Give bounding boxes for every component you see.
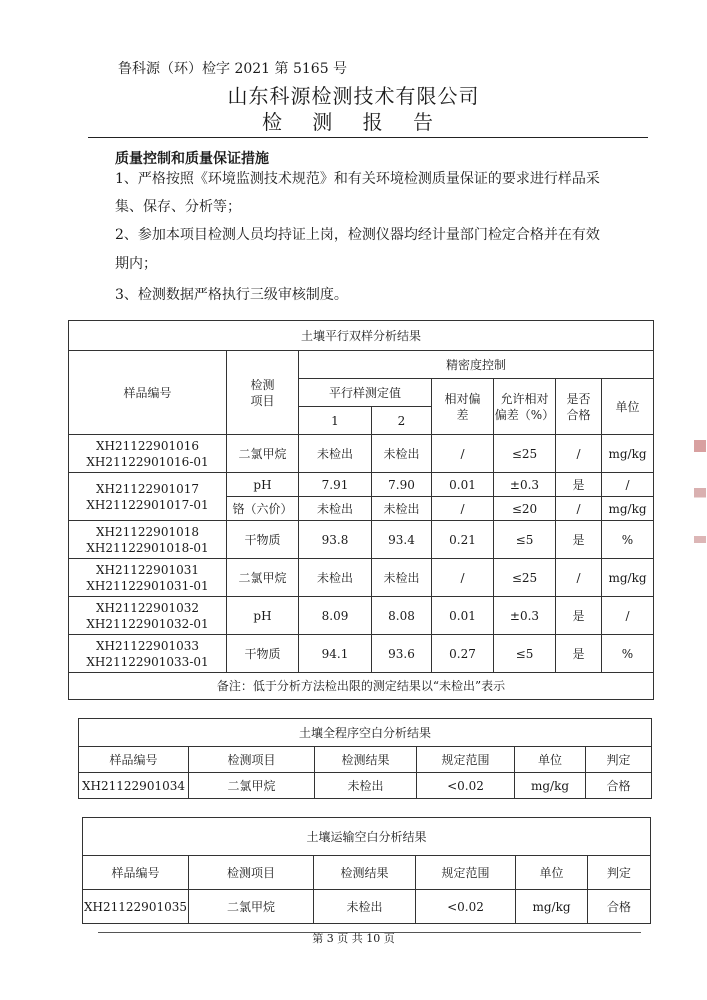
cell-allowed-deviation: ≤5: [494, 521, 556, 559]
qc-item-1-line-1: 1、严格按照《环境监测技术规范》和有关环境检测质量保证的要求进行样品采: [115, 171, 600, 187]
parallel-sample-table: [68, 320, 654, 700]
qc-item-2-line-2: 期内；: [115, 256, 157, 272]
cell-item: 二氯甲烷: [189, 773, 315, 799]
table-row: [69, 597, 654, 635]
table-title: 土壤运输空白分析结果: [83, 818, 651, 856]
cell-allowed-deviation: ±0.3: [494, 473, 556, 497]
table-row: [69, 521, 654, 559]
header-unit: 单位: [602, 379, 654, 435]
header-rule: [88, 137, 648, 138]
cell-item: pH: [227, 473, 299, 497]
cell-value-2: 8.08: [372, 597, 432, 635]
report-number: 鲁科源（环）检字 2021 第 5165 号: [118, 61, 348, 77]
cell-allowed-deviation: ≤5: [494, 635, 556, 673]
header-precision-control: 精密度控制: [299, 351, 654, 379]
cell-relative-deviation: /: [432, 497, 494, 521]
header-sample-no: 样品编号: [83, 856, 189, 890]
table-title: 土壤平行双样分析结果: [69, 321, 654, 351]
table-title: 土壤全程序空白分析结果: [79, 719, 652, 747]
header-test-item: 检测 项目: [227, 351, 299, 435]
seal-edge-mark: [694, 440, 706, 560]
cell-qualified: /: [556, 559, 602, 597]
table-row: [69, 559, 654, 597]
header-parallel-values: 平行样测定值: [299, 379, 432, 407]
cell-value-2: 7.90: [372, 473, 432, 497]
cell-qualified: 是: [556, 635, 602, 673]
header-sample-no: 样品编号: [79, 747, 189, 773]
cell-item: 干物质: [227, 635, 299, 673]
cell-value-1: 93.8: [299, 521, 372, 559]
cell-unit: /: [602, 473, 654, 497]
cell-unit: mg/kg: [515, 773, 586, 799]
cell-judgement: 合格: [586, 773, 652, 799]
report-title: 检 测 报 告: [261, 110, 446, 134]
sample-ids: XH21122901017 XH21122901017-01: [69, 473, 227, 521]
qc-item-2-line-1: 2、参加本项目检测人员均持证上岗，检测仪器均经计量部门检定合格并在有效: [115, 227, 600, 243]
cell-result: 未检出: [315, 773, 417, 799]
cell-allowed-deviation: ≤20: [494, 497, 556, 521]
cell-range: <0.02: [417, 773, 515, 799]
cell-item: 二氯甲烷: [189, 890, 314, 924]
header-result: 检测结果: [314, 856, 416, 890]
cell-range: <0.02: [416, 890, 516, 924]
cell-unit: mg/kg: [602, 559, 654, 597]
qc-section-title: 质量控制和质量保证措施: [115, 151, 269, 167]
cell-relative-deviation: /: [432, 559, 494, 597]
cell-unit: mg/kg: [602, 497, 654, 521]
cell-item: pH: [227, 597, 299, 635]
cell-value-2: 93.6: [372, 635, 432, 673]
cell-qualified: 是: [556, 521, 602, 559]
header-range: 规定范围: [417, 747, 515, 773]
cell-allowed-deviation: ≤25: [494, 435, 556, 473]
header-relative-deviation: 相对偏 差: [432, 379, 494, 435]
qc-item-3: 3、检测数据严格执行三级审核制度。: [115, 287, 348, 303]
sample-ids: XH21122901031 XH21122901031-01: [69, 559, 227, 597]
cell-value-1: 8.09: [299, 597, 372, 635]
cell-value-2: 93.4: [372, 521, 432, 559]
cell-relative-deviation: /: [432, 435, 494, 473]
header-unit: 单位: [516, 856, 588, 890]
sample-ids: XH21122901018 XH21122901018-01: [69, 521, 227, 559]
header-range: 规定范围: [416, 856, 516, 890]
cell-unit: mg/kg: [516, 890, 588, 924]
transport-blank-table: [82, 817, 651, 924]
cell-value-1: 未检出: [299, 559, 372, 597]
cell-allowed-deviation: ±0.3: [494, 597, 556, 635]
cell-item: 干物质: [227, 521, 299, 559]
header-qualified: 是否 合格: [556, 379, 602, 435]
cell-value-1: 94.1: [299, 635, 372, 673]
cell-sample-no: XH21122901035: [83, 890, 189, 924]
company-name: 山东科源检测技术有限公司: [227, 84, 480, 108]
cell-item: 二氯甲烷: [227, 559, 299, 597]
cell-relative-deviation: 0.01: [432, 473, 494, 497]
cell-value-1: 未检出: [299, 497, 372, 521]
cell-judgement: 合格: [588, 890, 651, 924]
cell-qualified: /: [556, 497, 602, 521]
full-procedure-blank-table: [78, 718, 652, 799]
cell-relative-deviation: 0.21: [432, 521, 494, 559]
sample-ids: XH21122901032 XH21122901032-01: [69, 597, 227, 635]
table-row: [69, 635, 654, 673]
header-unit: 单位: [515, 747, 586, 773]
header-judgement: 判定: [588, 856, 651, 890]
cell-unit: %: [602, 635, 654, 673]
cell-value-1: 7.91: [299, 473, 372, 497]
table-row: [69, 473, 654, 497]
page-number: 第 3 页 共 10 页: [312, 932, 395, 945]
cell-qualified: 是: [556, 473, 602, 497]
cell-unit: mg/kg: [602, 435, 654, 473]
header-judgement: 判定: [586, 747, 652, 773]
table-note: 备注：低于分析方法检出限的测定结果以“未检出”表示: [69, 673, 654, 700]
header-value-2: 2: [372, 407, 432, 435]
header-sample-no: 样品编号: [69, 351, 227, 435]
header-allowed-deviation: 允许相对 偏差（%）: [494, 379, 556, 435]
cell-relative-deviation: 0.01: [432, 597, 494, 635]
cell-item: 铬（六价）: [227, 497, 299, 521]
cell-value-2: 未检出: [372, 435, 432, 473]
cell-value-2: 未检出: [372, 559, 432, 597]
cell-sample-no: XH21122901034: [79, 773, 189, 799]
table-row: [83, 890, 651, 924]
cell-qualified: /: [556, 435, 602, 473]
sample-ids: XH21122901033 XH21122901033-01: [69, 635, 227, 673]
cell-unit: %: [602, 521, 654, 559]
header-result: 检测结果: [315, 747, 417, 773]
cell-item: 二氯甲烷: [227, 435, 299, 473]
sample-ids: XH21122901016 XH21122901016-01: [69, 435, 227, 473]
cell-allowed-deviation: ≤25: [494, 559, 556, 597]
cell-qualified: 是: [556, 597, 602, 635]
cell-value-1: 未检出: [299, 435, 372, 473]
header-value-1: 1: [299, 407, 372, 435]
cell-value-2: 未检出: [372, 497, 432, 521]
table-row: [69, 435, 654, 473]
qc-item-1-line-2: 集、保存、分析等；: [115, 199, 241, 215]
table-row: [79, 773, 652, 799]
cell-unit: /: [602, 597, 654, 635]
header-test-item: 检测项目: [189, 856, 314, 890]
header-test-item: 检测项目: [189, 747, 315, 773]
cell-result: 未检出: [314, 890, 416, 924]
cell-relative-deviation: 0.27: [432, 635, 494, 673]
